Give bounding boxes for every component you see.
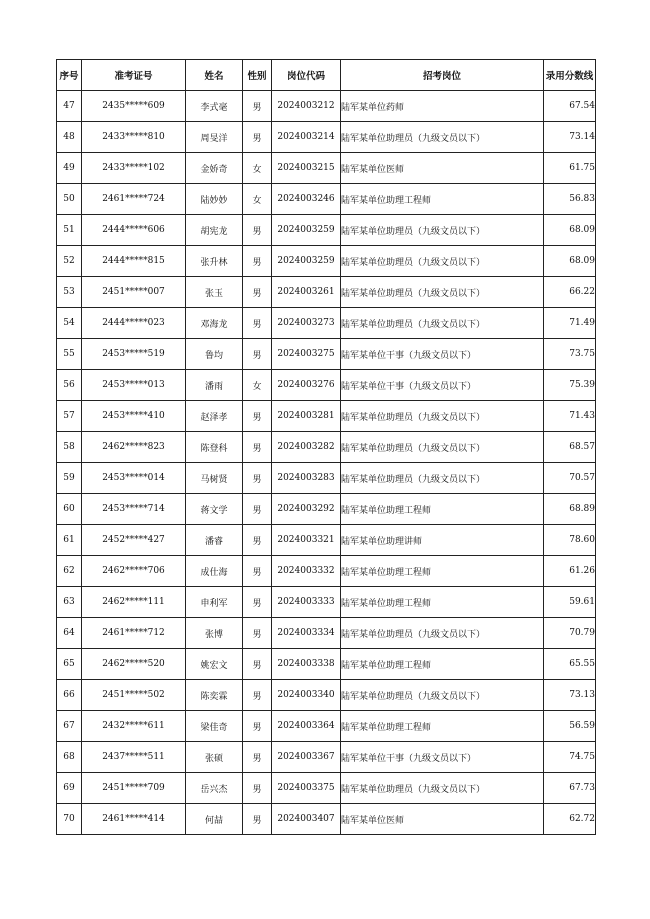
admission-table bbox=[56, 59, 596, 835]
cell-post-code: 2024003340 bbox=[272, 680, 341, 711]
cell-score: 73.14 bbox=[544, 122, 596, 153]
table-row bbox=[57, 277, 596, 308]
cell-post: 陆军某单位助理员（九级文员以下） bbox=[341, 773, 544, 804]
cell-gender: 男 bbox=[243, 308, 272, 339]
cell-name: 赵泽孝 bbox=[186, 401, 243, 432]
cell-post-code: 2024003292 bbox=[272, 494, 341, 525]
cell-post-code: 2024003407 bbox=[272, 804, 341, 835]
cell-post: 陆军某单位干事（九级文员以下） bbox=[341, 370, 544, 401]
cell-name: 张博 bbox=[186, 618, 243, 649]
cell-exam-id: 2444*****606 bbox=[82, 215, 186, 246]
cell-gender: 男 bbox=[243, 711, 272, 742]
table-row bbox=[57, 556, 596, 587]
cell-gender: 男 bbox=[243, 91, 272, 122]
cell-post: 陆军某单位助理员（九级文员以下） bbox=[341, 277, 544, 308]
cell-post: 陆军某单位医师 bbox=[341, 804, 544, 835]
cell-score: 62.72 bbox=[544, 804, 596, 835]
cell-seq: 70 bbox=[57, 804, 82, 835]
table-row bbox=[57, 649, 596, 680]
cell-seq: 55 bbox=[57, 339, 82, 370]
cell-post: 陆军某单位助理员（九级文员以下） bbox=[341, 215, 544, 246]
table-row bbox=[57, 184, 596, 215]
cell-seq: 58 bbox=[57, 432, 82, 463]
cell-score: 71.49 bbox=[544, 308, 596, 339]
cell-gender: 男 bbox=[243, 401, 272, 432]
cell-score: 56.59 bbox=[544, 711, 596, 742]
cell-seq: 69 bbox=[57, 773, 82, 804]
cell-post: 陆军某单位助理工程师 bbox=[341, 649, 544, 680]
cell-exam-id: 2461*****414 bbox=[82, 804, 186, 835]
cell-name: 金娇奇 bbox=[186, 153, 243, 184]
cell-seq: 59 bbox=[57, 463, 82, 494]
table-row bbox=[57, 91, 596, 122]
cell-seq: 56 bbox=[57, 370, 82, 401]
cell-seq: 62 bbox=[57, 556, 82, 587]
cell-exam-id: 2453*****714 bbox=[82, 494, 186, 525]
cell-exam-id: 2452*****427 bbox=[82, 525, 186, 556]
cell-exam-id: 2461*****712 bbox=[82, 618, 186, 649]
header-score: 录用分数线 bbox=[544, 60, 596, 91]
cell-post-code: 2024003273 bbox=[272, 308, 341, 339]
cell-seq: 53 bbox=[57, 277, 82, 308]
cell-gender: 男 bbox=[243, 215, 272, 246]
cell-post-code: 2024003367 bbox=[272, 742, 341, 773]
cell-seq: 52 bbox=[57, 246, 82, 277]
cell-exam-id: 2433*****102 bbox=[82, 153, 186, 184]
cell-gender: 男 bbox=[243, 122, 272, 153]
table-row bbox=[57, 339, 596, 370]
cell-gender: 男 bbox=[243, 556, 272, 587]
header-post: 招考岗位 bbox=[341, 60, 544, 91]
table-row bbox=[57, 153, 596, 184]
cell-post: 陆军某单位助理员（九级文员以下） bbox=[341, 463, 544, 494]
cell-gender: 女 bbox=[243, 184, 272, 215]
cell-gender: 男 bbox=[243, 680, 272, 711]
cell-seq: 48 bbox=[57, 122, 82, 153]
cell-gender: 男 bbox=[243, 649, 272, 680]
cell-exam-id: 2453*****519 bbox=[82, 339, 186, 370]
cell-post-code: 2024003275 bbox=[272, 339, 341, 370]
cell-post: 陆军某单位助理讲师 bbox=[341, 525, 544, 556]
cell-name: 李式毫 bbox=[186, 91, 243, 122]
cell-post-code: 2024003321 bbox=[272, 525, 341, 556]
cell-post: 陆军某单位助理员（九级文员以下） bbox=[341, 308, 544, 339]
table-row bbox=[57, 773, 596, 804]
cell-gender: 男 bbox=[243, 618, 272, 649]
cell-post-code: 2024003338 bbox=[272, 649, 341, 680]
table-row bbox=[57, 215, 596, 246]
cell-post-code: 2024003214 bbox=[272, 122, 341, 153]
cell-score: 66.22 bbox=[544, 277, 596, 308]
cell-post-code: 2024003281 bbox=[272, 401, 341, 432]
cell-post: 陆军某单位助理员（九级文员以下） bbox=[341, 401, 544, 432]
cell-exam-id: 2462*****111 bbox=[82, 587, 186, 618]
cell-post-code: 2024003259 bbox=[272, 246, 341, 277]
cell-seq: 68 bbox=[57, 742, 82, 773]
cell-name: 陆妙妙 bbox=[186, 184, 243, 215]
cell-score: 78.60 bbox=[544, 525, 596, 556]
cell-gender: 男 bbox=[243, 804, 272, 835]
cell-score: 73.75 bbox=[544, 339, 596, 370]
cell-exam-id: 2433*****810 bbox=[82, 122, 186, 153]
table-row bbox=[57, 587, 596, 618]
cell-name: 邓海龙 bbox=[186, 308, 243, 339]
cell-post-code: 2024003215 bbox=[272, 153, 341, 184]
cell-post: 陆军某单位干事（九级文员以下） bbox=[341, 742, 544, 773]
cell-gender: 男 bbox=[243, 339, 272, 370]
cell-exam-id: 2462*****823 bbox=[82, 432, 186, 463]
header-seq: 序号 bbox=[57, 60, 82, 91]
cell-gender: 男 bbox=[243, 494, 272, 525]
cell-name: 潘雨 bbox=[186, 370, 243, 401]
cell-seq: 65 bbox=[57, 649, 82, 680]
cell-name: 张升林 bbox=[186, 246, 243, 277]
cell-name: 潘睿 bbox=[186, 525, 243, 556]
cell-seq: 66 bbox=[57, 680, 82, 711]
cell-seq: 63 bbox=[57, 587, 82, 618]
table-row bbox=[57, 618, 596, 649]
cell-exam-id: 2451*****502 bbox=[82, 680, 186, 711]
cell-post-code: 2024003259 bbox=[272, 215, 341, 246]
cell-score: 67.54 bbox=[544, 91, 596, 122]
cell-name: 陈奕霖 bbox=[186, 680, 243, 711]
table-row bbox=[57, 742, 596, 773]
cell-name: 张硕 bbox=[186, 742, 243, 773]
cell-exam-id: 2462*****520 bbox=[82, 649, 186, 680]
cell-exam-id: 2435*****609 bbox=[82, 91, 186, 122]
cell-name: 申利军 bbox=[186, 587, 243, 618]
header-post-code: 岗位代码 bbox=[272, 60, 341, 91]
table-row bbox=[57, 804, 596, 835]
table-row bbox=[57, 525, 596, 556]
cell-post-code: 2024003332 bbox=[272, 556, 341, 587]
cell-seq: 50 bbox=[57, 184, 82, 215]
cell-post-code: 2024003364 bbox=[272, 711, 341, 742]
cell-post-code: 2024003276 bbox=[272, 370, 341, 401]
cell-exam-id: 2462*****706 bbox=[82, 556, 186, 587]
cell-exam-id: 2451*****709 bbox=[82, 773, 186, 804]
cell-name: 岳兴杰 bbox=[186, 773, 243, 804]
cell-gender: 男 bbox=[243, 246, 272, 277]
cell-score: 59.61 bbox=[544, 587, 596, 618]
cell-post: 陆军某单位助理员（九级文员以下） bbox=[341, 432, 544, 463]
table-row bbox=[57, 432, 596, 463]
cell-score: 70.79 bbox=[544, 618, 596, 649]
cell-score: 71.43 bbox=[544, 401, 596, 432]
cell-score: 61.75 bbox=[544, 153, 596, 184]
header-gender: 性别 bbox=[243, 60, 272, 91]
cell-score: 75.39 bbox=[544, 370, 596, 401]
cell-gender: 男 bbox=[243, 463, 272, 494]
table-row bbox=[57, 463, 596, 494]
cell-post: 陆军某单位助理员（九级文员以下） bbox=[341, 122, 544, 153]
cell-score: 67.73 bbox=[544, 773, 596, 804]
cell-score: 73.13 bbox=[544, 680, 596, 711]
cell-name: 成仕海 bbox=[186, 556, 243, 587]
table-row bbox=[57, 122, 596, 153]
cell-name: 马树贤 bbox=[186, 463, 243, 494]
cell-score: 70.57 bbox=[544, 463, 596, 494]
cell-name: 梁佳奇 bbox=[186, 711, 243, 742]
cell-gender: 男 bbox=[243, 773, 272, 804]
cell-gender: 男 bbox=[243, 277, 272, 308]
cell-exam-id: 2453*****014 bbox=[82, 463, 186, 494]
cell-gender: 男 bbox=[243, 525, 272, 556]
header-name: 姓名 bbox=[186, 60, 243, 91]
cell-seq: 60 bbox=[57, 494, 82, 525]
cell-post: 陆军某单位助理工程师 bbox=[341, 711, 544, 742]
cell-score: 65.55 bbox=[544, 649, 596, 680]
cell-exam-id: 2453*****410 bbox=[82, 401, 186, 432]
table-row bbox=[57, 246, 596, 277]
cell-post-code: 2024003212 bbox=[272, 91, 341, 122]
cell-name: 鲁均 bbox=[186, 339, 243, 370]
cell-post-code: 2024003282 bbox=[272, 432, 341, 463]
cell-name: 张玉 bbox=[186, 277, 243, 308]
table-row bbox=[57, 401, 596, 432]
cell-score: 56.83 bbox=[544, 184, 596, 215]
cell-post: 陆军某单位助理工程师 bbox=[341, 184, 544, 215]
cell-name: 胡宪龙 bbox=[186, 215, 243, 246]
cell-seq: 47 bbox=[57, 91, 82, 122]
cell-post: 陆军某单位药师 bbox=[341, 91, 544, 122]
cell-post-code: 2024003261 bbox=[272, 277, 341, 308]
cell-post: 陆军某单位助理工程师 bbox=[341, 556, 544, 587]
cell-score: 61.26 bbox=[544, 556, 596, 587]
cell-post: 陆军某单位助理员（九级文员以下） bbox=[341, 680, 544, 711]
cell-gender: 女 bbox=[243, 370, 272, 401]
cell-seq: 64 bbox=[57, 618, 82, 649]
cell-seq: 54 bbox=[57, 308, 82, 339]
cell-gender: 男 bbox=[243, 587, 272, 618]
cell-post: 陆军某单位干事（九级文员以下） bbox=[341, 339, 544, 370]
table-row bbox=[57, 680, 596, 711]
cell-name: 周旻洋 bbox=[186, 122, 243, 153]
cell-post-code: 2024003246 bbox=[272, 184, 341, 215]
header-row bbox=[57, 60, 596, 91]
cell-gender: 男 bbox=[243, 742, 272, 773]
header-exam-id: 准考证号 bbox=[82, 60, 186, 91]
cell-post-code: 2024003283 bbox=[272, 463, 341, 494]
cell-score: 68.57 bbox=[544, 432, 596, 463]
cell-name: 姚宏文 bbox=[186, 649, 243, 680]
cell-score: 68.09 bbox=[544, 246, 596, 277]
cell-exam-id: 2453*****013 bbox=[82, 370, 186, 401]
cell-post: 陆军某单位助理员（九级文员以下） bbox=[341, 618, 544, 649]
cell-gender: 女 bbox=[243, 153, 272, 184]
cell-score: 68.89 bbox=[544, 494, 596, 525]
cell-name: 蒋文学 bbox=[186, 494, 243, 525]
table-row bbox=[57, 370, 596, 401]
cell-exam-id: 2451*****007 bbox=[82, 277, 186, 308]
cell-seq: 57 bbox=[57, 401, 82, 432]
cell-post: 陆军某单位医师 bbox=[341, 153, 544, 184]
cell-name: 陈登科 bbox=[186, 432, 243, 463]
table-row bbox=[57, 494, 596, 525]
cell-exam-id: 2437*****511 bbox=[82, 742, 186, 773]
cell-exam-id: 2444*****023 bbox=[82, 308, 186, 339]
cell-score: 68.09 bbox=[544, 215, 596, 246]
cell-post: 陆军某单位助理工程师 bbox=[341, 494, 544, 525]
cell-seq: 67 bbox=[57, 711, 82, 742]
cell-exam-id: 2461*****724 bbox=[82, 184, 186, 215]
cell-seq: 61 bbox=[57, 525, 82, 556]
cell-post: 陆军某单位助理工程师 bbox=[341, 587, 544, 618]
cell-post-code: 2024003375 bbox=[272, 773, 341, 804]
cell-exam-id: 2432*****611 bbox=[82, 711, 186, 742]
cell-exam-id: 2444*****815 bbox=[82, 246, 186, 277]
cell-post-code: 2024003334 bbox=[272, 618, 341, 649]
cell-score: 74.75 bbox=[544, 742, 596, 773]
cell-post-code: 2024003333 bbox=[272, 587, 341, 618]
cell-gender: 男 bbox=[243, 432, 272, 463]
cell-seq: 51 bbox=[57, 215, 82, 246]
cell-name: 何喆 bbox=[186, 804, 243, 835]
table-row bbox=[57, 308, 596, 339]
cell-seq: 49 bbox=[57, 153, 82, 184]
cell-post: 陆军某单位助理员（九级文员以下） bbox=[341, 246, 544, 277]
table-row bbox=[57, 711, 596, 742]
